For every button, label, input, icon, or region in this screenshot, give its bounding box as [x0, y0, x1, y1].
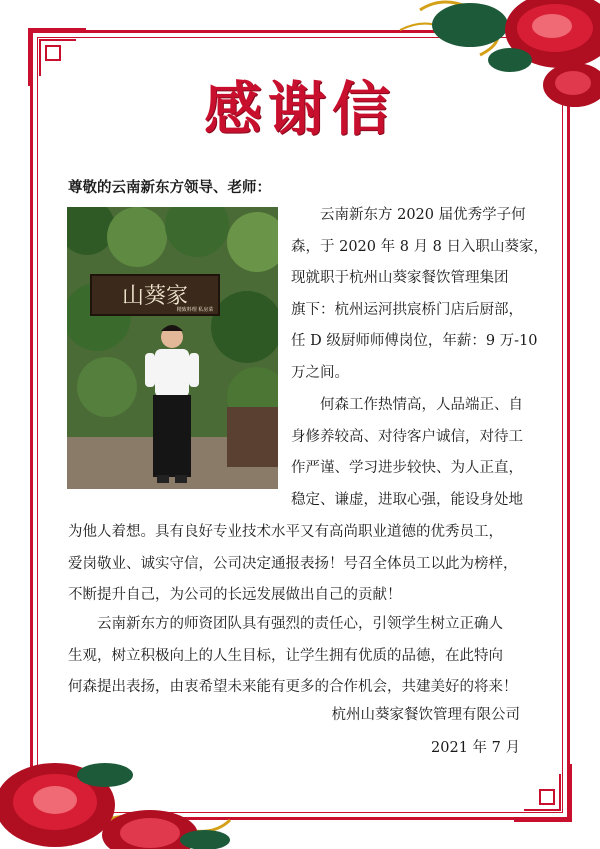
text-line: 作严谨、学习进步较快、为人正直，	[291, 460, 523, 476]
restaurant-sign-subtext: 精致料理 私房菜	[176, 307, 214, 313]
text-line: 爱岗敬业、诚实守信，公司决定通报表扬！号召全体员工以此为榜样，	[68, 555, 518, 572]
letter-date: 2021 年 7 月	[431, 740, 520, 756]
restaurant-sign-text: 山葵家	[121, 284, 189, 309]
text-line: 不断提升自己，为公司的长远发展做出自己的贡献！	[68, 587, 402, 603]
text-line: 万之间。	[291, 364, 349, 381]
text-line: 旗下：杭州运河拱宸桥门店后厨部，	[291, 301, 523, 318]
text-line: 生观，树立积极向上的人生目标，让学生拥有优质的品德，在此特向	[68, 647, 503, 664]
paragraph-praise-part2	[68, 517, 534, 612]
text-line: 森，于 2020 年 8 月 8 日入职山葵家，	[291, 238, 549, 255]
text-line: 身修养较高、对待客户诚信，对待工	[291, 428, 523, 445]
text-line: 云南新东方 2020 届优秀学子何	[320, 207, 526, 223]
salutation: 尊敬的云南新东方领导、老师：	[68, 179, 271, 196]
paragraph-praise-part1	[291, 390, 531, 516]
text-line: 为他人着想。具有良好专业技术水平又有高尚职业道德的优秀员工，	[68, 524, 503, 540]
letter-title: 感谢信	[203, 75, 396, 143]
text-line: 任 D 级厨师师傅岗位，年薪：9 万-10	[291, 333, 538, 349]
text-line: 云南新东方的师资团队具有强烈的责任心，引领学生树立正确人	[97, 616, 503, 632]
company-signature: 杭州山葵家餐饮管理有限公司	[331, 707, 520, 723]
peony-flowers-bottom-left	[0, 730, 250, 849]
paragraph-employment	[291, 200, 549, 389]
text-line: 现就职于杭州山葵家餐饮管理集团	[291, 270, 509, 286]
text-line: 何森提出表扬，由衷希望未来能有更多的合作机会，共建美好的将来！	[68, 679, 518, 695]
paragraph-closing	[68, 609, 534, 704]
text-line: 何森工作热情高，人品端正、自	[320, 397, 523, 413]
text-line: 稳定、谦虚，进取心强，能设身处地	[291, 491, 523, 508]
employee-photo	[67, 207, 278, 489]
corner-fret-bottom-right	[512, 762, 572, 822]
